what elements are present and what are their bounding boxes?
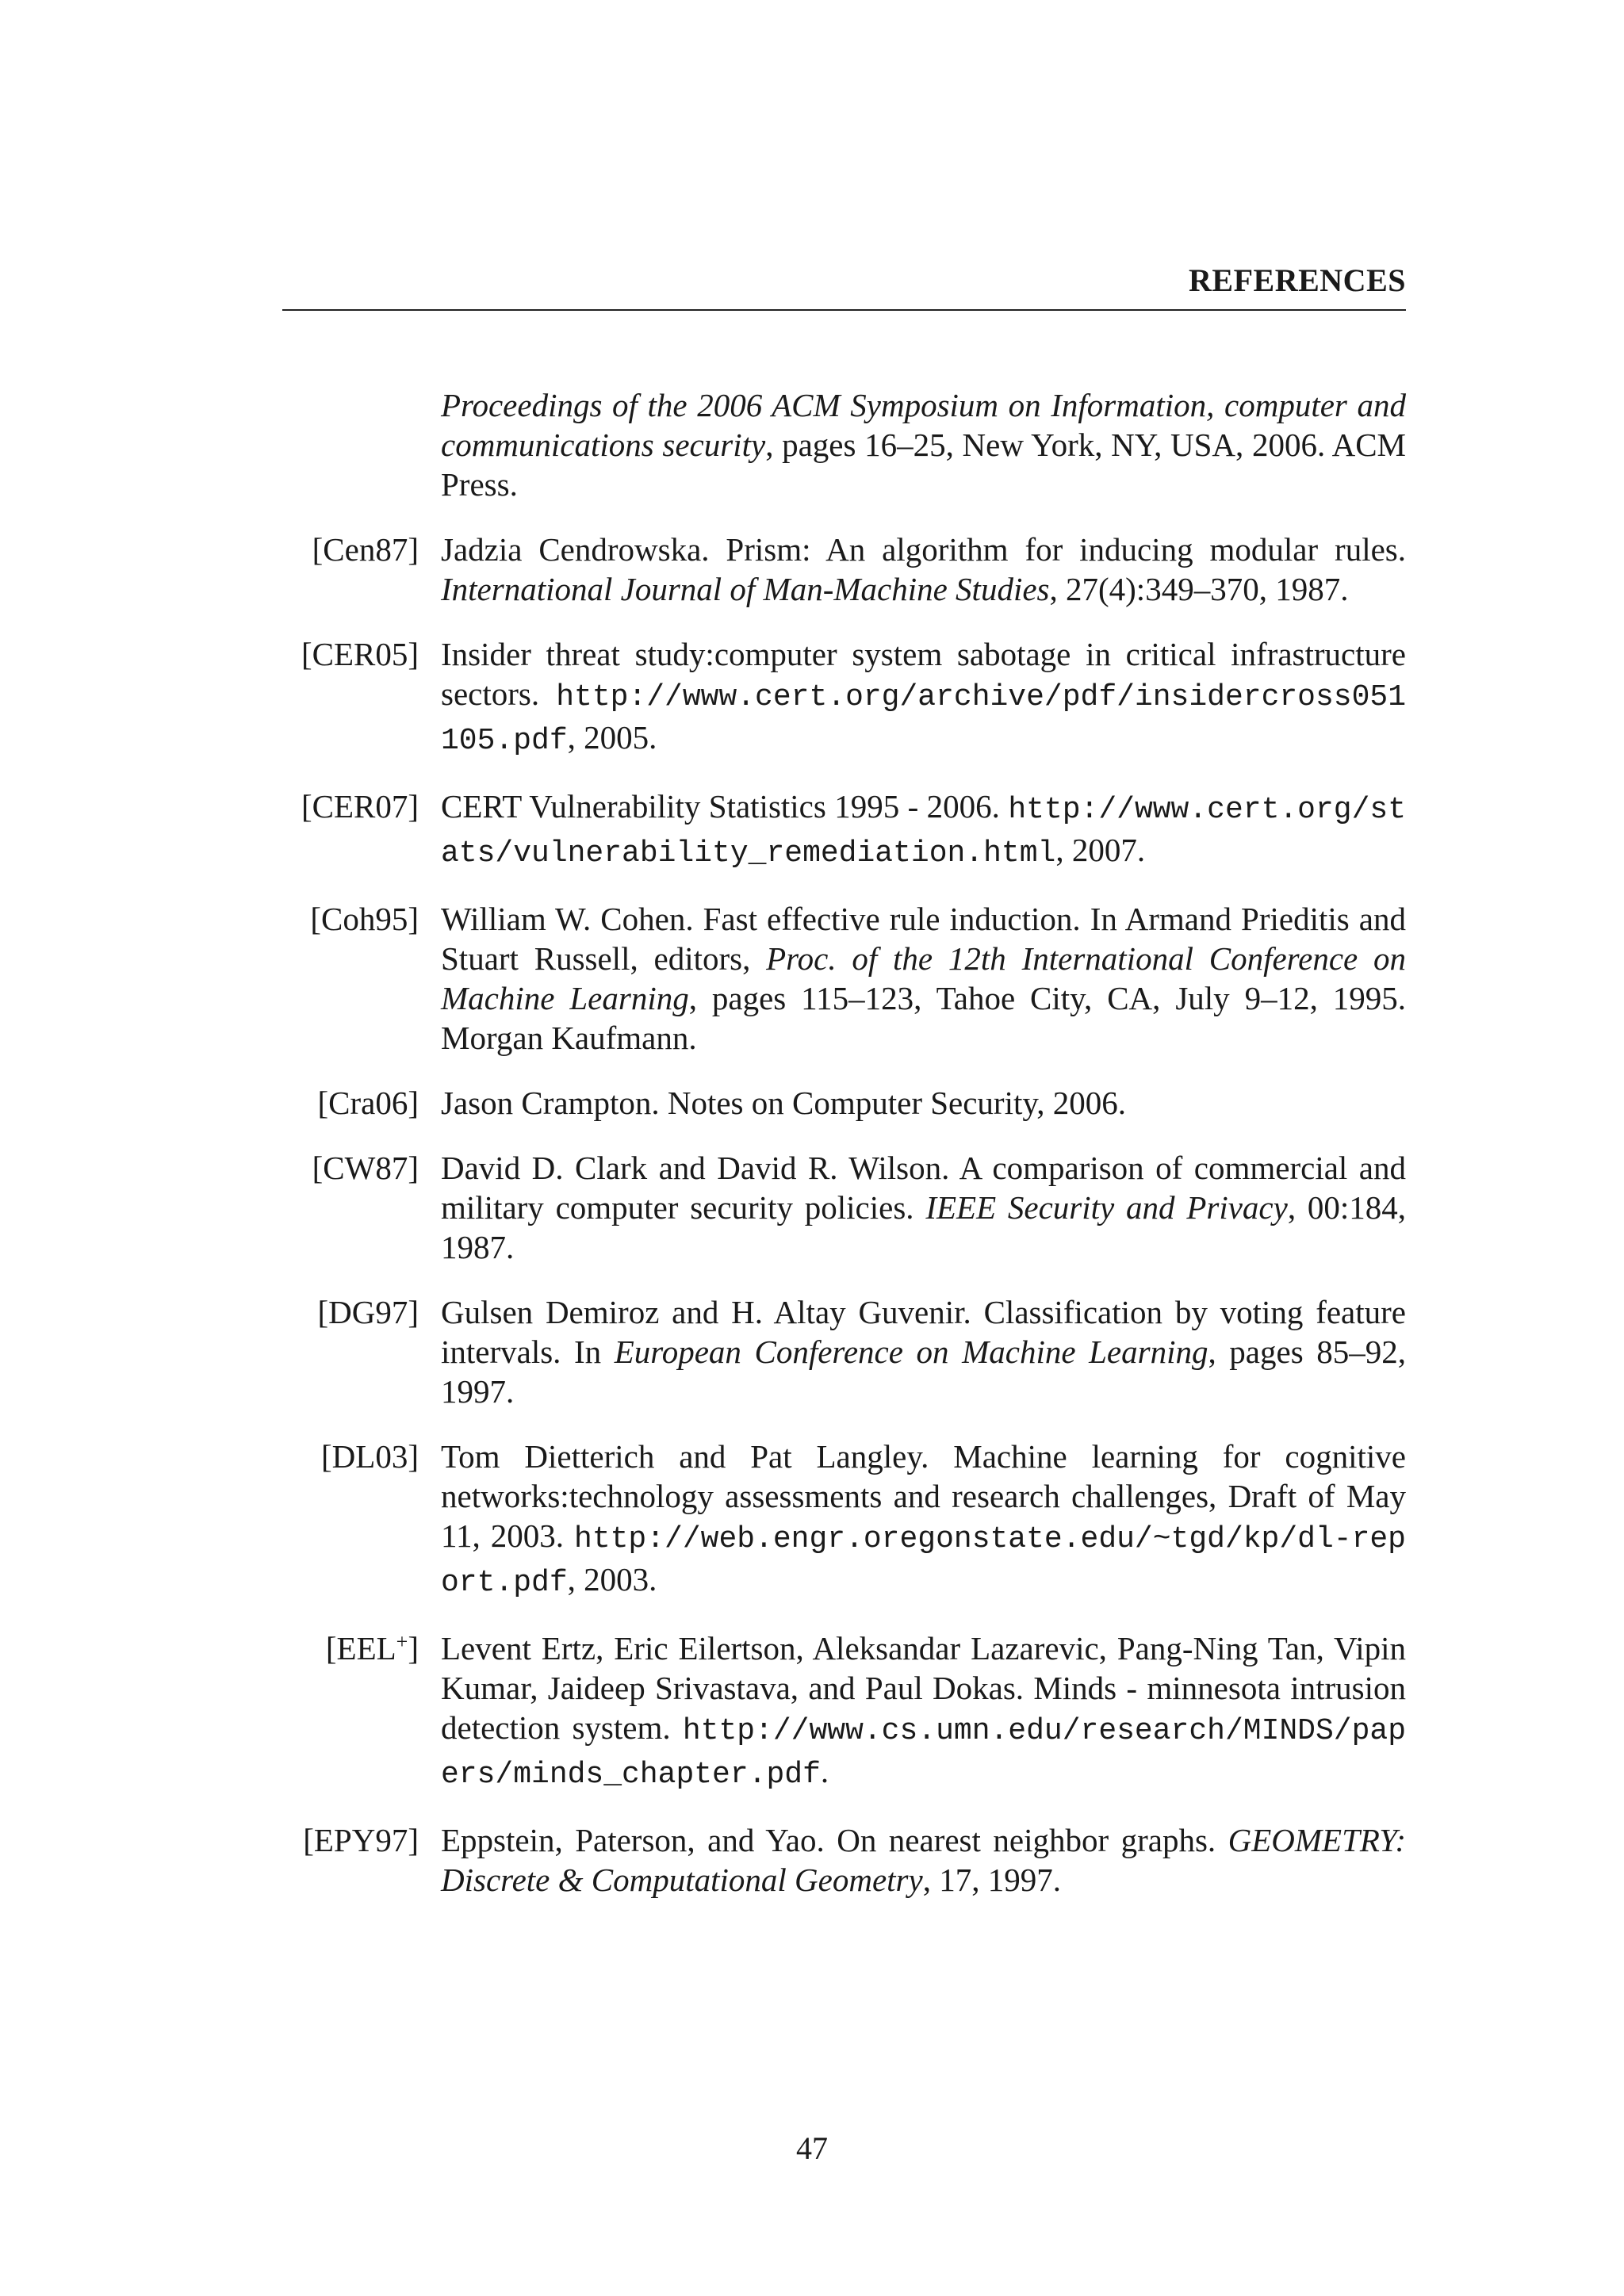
reference-url: http://web.engr.oregonstate.edu/~tgd/kp/dl-report.pdf [441, 1522, 1406, 1600]
reference-key: [CW87] [312, 1150, 419, 1186]
reference-text-run: Jason Crampton. Notes on Computer Security, 2006. [441, 1085, 1126, 1121]
reference-key: [Cen87] [312, 531, 419, 568]
reference-text [441, 530, 1406, 609]
reference-text-run: . [820, 1753, 829, 1789]
reference-text [441, 385, 1406, 504]
reference-text [441, 899, 1406, 1058]
reference-entry [282, 899, 1406, 1058]
reference-text-run: , 27(4):349–370, 1987. [1049, 571, 1349, 607]
page-number: 47 [796, 2130, 828, 2166]
reference-key: [DG97] [317, 1294, 419, 1330]
reference-text-run: , pages 115–123, Tahoe City, CA, July 9–12, 1995. Morgan Kaufmann. [441, 980, 1407, 1056]
reference-entry [282, 1820, 1406, 1900]
reference-entry [282, 1148, 1406, 1267]
reference-text-run: , 2005. [567, 719, 657, 756]
reference-entry [282, 530, 1406, 609]
reference-text-run: , pages 16–25, New York, NY, USA, 2006. ACM Press. [441, 427, 1406, 503]
reference-key: [CER07] [301, 788, 419, 825]
reference-text-run: CERT Vulnerability Statistics 1995 - 2006. [441, 788, 1009, 825]
reference-italic-title: GEOMETRY: Discrete & Computational Geometry [441, 1822, 1406, 1898]
reference-entry [282, 1628, 1406, 1795]
reference-text-run: , 2003. [567, 1561, 657, 1598]
reference-text [441, 786, 1406, 874]
reference-text-run: Tom Dietterich and Pat Langley. Machine learning for cognitive networks:technology assessments and research challenges, Draft of May 11, 2003. [441, 1438, 1406, 1554]
reference-key: [CER05] [301, 636, 419, 672]
reference-url: http://www.cs.umn.edu/research/MINDS/papers/minds_chapter.pdf [441, 1714, 1406, 1792]
reference-text [441, 1292, 1406, 1411]
reference-text-run: Gulsen Demiroz and H. Altay Guvenir. Classification by voting feature intervals. In [441, 1294, 1406, 1370]
reference-entry [282, 786, 1406, 874]
reference-entry [282, 634, 1406, 761]
reference-list [282, 385, 1406, 1925]
reference-key: [EEL+] [325, 1630, 419, 1667]
reference-entry [282, 1083, 1406, 1123]
reference-text-run: Eppstein, Paterson, and Yao. On nearest neighbor graphs. [441, 1822, 1228, 1858]
reference-text [441, 1820, 1406, 1900]
reference-text-run: , 17, 1997. [922, 1862, 1061, 1898]
reference-entry [282, 1437, 1406, 1603]
reference-key: [Coh95] [310, 901, 419, 937]
reference-text-run: , pages 85–92, 1997. [441, 1334, 1406, 1410]
reference-text-run: David D. Clark and David R. Wilson. A comparison of commercial and military computer security policies. [441, 1150, 1406, 1226]
reference-italic-title: Proc. of the 12th International Conference on Machine Learning [441, 940, 1407, 1016]
reference-italic-title: European Conference on Machine Learning [614, 1334, 1208, 1370]
reference-italic-title: IEEE Security and Privacy [925, 1189, 1288, 1226]
reference-entry [282, 385, 1406, 504]
reference-text-run: , 2007. [1055, 832, 1146, 868]
header-rule [282, 309, 1406, 311]
reference-url: http://www.cert.org/archive/pdf/insidercross051105.pdf [441, 680, 1406, 758]
reference-text-run: , 00:184, 1987. [441, 1189, 1406, 1265]
reference-italic-title: Proceedings of the 2006 ACM Symposium on Information, computer and communications security [441, 387, 1406, 463]
reference-text [441, 1148, 1406, 1267]
reference-text [441, 1437, 1406, 1603]
reference-key: [EPY97] [303, 1822, 419, 1858]
reference-entry [282, 1292, 1406, 1411]
reference-text-run: Jadzia Cendrowska. Prism: An algorithm for inducing modular rules. [441, 531, 1406, 568]
reference-key: [DL03] [321, 1438, 419, 1475]
reference-key: [Cra06] [317, 1085, 419, 1121]
reference-url: http://www.cert.org/stats/vulnerability_remediation.html [441, 793, 1406, 871]
reference-text-run: Levent Ertz, Eric Eilertson, Aleksandar Lazarevic, Pang-Ning Tan, Vipin Kumar, Jaideep Srivastava, and Paul Dokas. Minds - minnesota intrusion detection system. [441, 1630, 1406, 1746]
reference-text-run: Insider threat study:computer system sabotage in critical infrastructure sectors. [441, 636, 1406, 712]
reference-italic-title: International Journal of Man-Machine Studies [441, 571, 1050, 607]
reference-text-run: William W. Cohen. Fast effective rule induction. In Armand Prieditis and Stuart Russell, editors, [441, 901, 1406, 977]
reference-text [441, 634, 1406, 761]
reference-text [441, 1083, 1406, 1123]
running-head: REFERENCES [1189, 262, 1406, 298]
reference-text [441, 1628, 1406, 1795]
